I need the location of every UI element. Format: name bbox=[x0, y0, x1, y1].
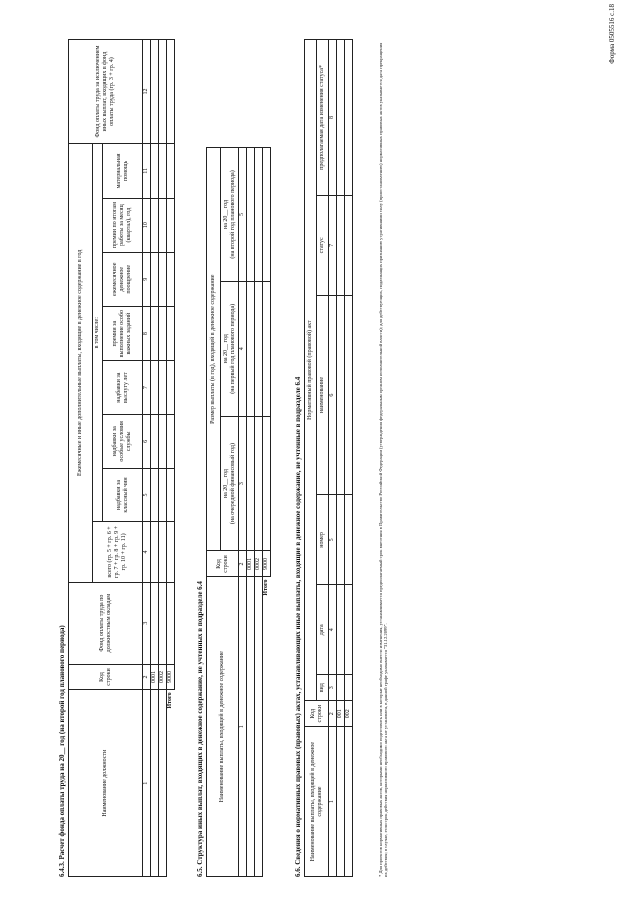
year-2-label: на 20__ год bbox=[222, 334, 229, 364]
num-cell: 10 bbox=[143, 198, 151, 252]
num-cell: 3 bbox=[143, 582, 151, 664]
col-5: надбавки за классный чин bbox=[103, 468, 143, 522]
num-cell: 6 bbox=[143, 414, 151, 468]
year-1-label: на 20__ год bbox=[222, 469, 229, 499]
table-row bbox=[151, 40, 159, 877]
num-cell: 2 bbox=[329, 701, 337, 727]
table-65 bbox=[206, 147, 271, 877]
col-position: Наименование должности bbox=[69, 690, 143, 877]
row-code: 001 bbox=[337, 701, 345, 727]
year-3-label: на 20__ год bbox=[222, 199, 229, 229]
num-cell: 3 bbox=[239, 416, 247, 551]
footnote: * Для проектов нормативных правовых актов, которыми необходимо подготовить или в которые необходимо внести изменения, устанавливается предполагаемый срок внесения в Правительство Российской Федерации (утверждения федеральным органом исполнительной власти); для действующих, подлежащих признанию утратившими силу (приостановлению) нормативных правовых актов указывается дата прекращения их действия; в случае, если срок действия нормативного правового акта не установлен, в данной графе указывается "31.12.2099". bbox=[378, 42, 389, 877]
num-cell: 11 bbox=[143, 144, 151, 199]
col-code: Код строки bbox=[69, 664, 143, 690]
table-row bbox=[159, 40, 167, 877]
row-code: 002 bbox=[345, 701, 353, 727]
num-cell: 7 bbox=[143, 361, 151, 415]
num-cell: 2 bbox=[239, 551, 247, 577]
num-cell: 4 bbox=[239, 281, 247, 416]
num-cell: 12 bbox=[143, 40, 151, 144]
col-act: Нормативный правовой (правовой) акт bbox=[305, 40, 317, 701]
column-numbers-row bbox=[143, 40, 151, 877]
total-code: 9000 bbox=[263, 551, 271, 577]
num-cell: 5 bbox=[239, 148, 247, 282]
col-year-1 bbox=[221, 416, 239, 551]
table-row bbox=[255, 148, 263, 877]
col-date-change: предполагаемая дата изменения статуса* bbox=[317, 40, 329, 196]
section-66-title: 6.6. Сведения о нормативных правовых (правовых) актах, устанавливающих иные выплаты, входящие в денежное содержание, не учтенные в подразделе 6.4 bbox=[294, 376, 302, 877]
column-numbers-row bbox=[329, 40, 337, 877]
col-fot-salary: Фонд оплаты труда по должностным окладам bbox=[69, 582, 143, 664]
year-2-sub: (на первый год планового периода) bbox=[229, 303, 236, 394]
num-cell: 3 bbox=[329, 675, 337, 701]
col-incl: в том числе: bbox=[93, 144, 103, 522]
table-row bbox=[337, 40, 345, 877]
col-year-3 bbox=[221, 148, 239, 282]
table-row bbox=[247, 148, 255, 877]
row-code: 0002 bbox=[159, 664, 167, 690]
num-cell: 1 bbox=[239, 577, 247, 877]
num-cell: 2 bbox=[143, 664, 151, 690]
num-cell: 1 bbox=[143, 690, 151, 877]
col-name: Наименование выплаты, входящей в денежное содержание bbox=[305, 727, 329, 877]
total-label: Итого bbox=[167, 692, 174, 709]
total-row bbox=[263, 148, 271, 877]
section-643-title: 6.4.3. Расчет фонда оплаты труда на 20__ год (на второй год планового периода) bbox=[58, 625, 66, 877]
year-3-sub: (на второй год планового периода) bbox=[229, 170, 236, 259]
total-row bbox=[167, 40, 175, 877]
col-total: всего (гр. 5 + гр. 6 + гр. 7 + гр. 8 + гр. 9 + гр. 10 + гр. 11) bbox=[93, 522, 143, 582]
total-code: 9000 bbox=[167, 664, 175, 690]
table-643 bbox=[68, 39, 175, 877]
col-kind: вид bbox=[317, 675, 329, 701]
col-8: премии за выполнение особо важных заданий bbox=[103, 307, 143, 361]
num-cell: 7 bbox=[329, 195, 337, 295]
form-number: Форма 0505516 с.18 bbox=[608, 4, 616, 64]
col-12: Фонд оплаты труда за исключением иных выплат, входящих в фонд оплаты труда (гр. 3 + гр. 4) bbox=[69, 40, 143, 144]
num-cell: 1 bbox=[329, 727, 337, 877]
col-title: наименование bbox=[317, 295, 329, 495]
row-code: 0001 bbox=[247, 551, 255, 577]
num-cell: 8 bbox=[143, 307, 151, 361]
col-status: статус bbox=[317, 195, 329, 295]
row-code: 0002 bbox=[255, 551, 263, 577]
col-6: надбавки за особые условия службы bbox=[103, 414, 143, 468]
col-name: Наименование выплаты, входящей в денежное содержание bbox=[207, 577, 239, 877]
total-label: Итого bbox=[263, 579, 270, 596]
col-10: премии по итогам работы за месяц (квартал), год bbox=[103, 198, 143, 252]
row-code: 0001 bbox=[151, 664, 159, 690]
num-cell: 4 bbox=[143, 522, 151, 582]
col-11: материальная помощь bbox=[103, 144, 143, 199]
num-cell: 9 bbox=[143, 252, 151, 307]
col-date: дата bbox=[317, 585, 329, 675]
num-cell: 4 bbox=[329, 585, 337, 675]
col-7: надбавки за выслугу лет bbox=[103, 361, 143, 415]
col-year-2 bbox=[221, 281, 239, 416]
num-cell: 5 bbox=[329, 495, 337, 585]
col-code: Код строки bbox=[207, 551, 239, 577]
num-cell: 6 bbox=[329, 295, 337, 495]
table-66 bbox=[304, 39, 353, 877]
col-amount: Размер выплаты (в год), входящей в денежное содержание bbox=[207, 148, 221, 551]
section-65-title: 6.5. Структура иных выплат, входящих в денежное содержание, не учтенных в подразделе 6.4 bbox=[196, 581, 204, 877]
col-code: Код строки bbox=[305, 701, 329, 727]
col-9: ежемесячное денежное поощрение bbox=[103, 252, 143, 307]
num-cell: 5 bbox=[143, 468, 151, 522]
year-1-sub: (на очередной финансовый год) bbox=[229, 443, 236, 525]
col-comp-group: Ежемесячные и иные дополнительные выплаты, входящие в денежное содержание в год bbox=[69, 144, 93, 582]
column-numbers-row bbox=[239, 148, 247, 877]
table-row bbox=[345, 40, 353, 877]
col-number: номер bbox=[317, 495, 329, 585]
num-cell: 8 bbox=[329, 40, 337, 196]
